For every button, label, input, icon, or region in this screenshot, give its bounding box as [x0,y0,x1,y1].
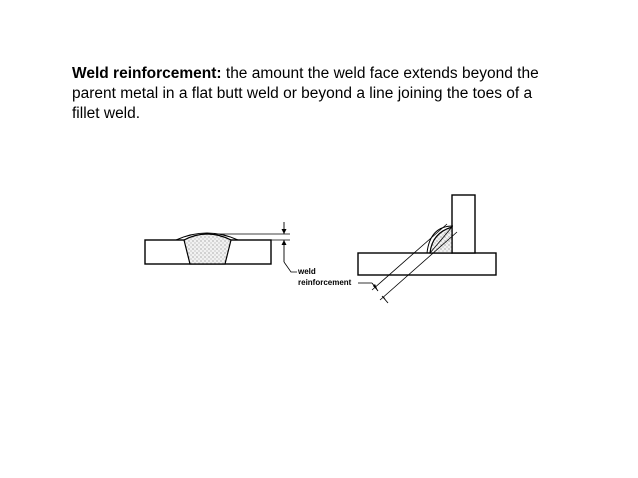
fillet-dimension-arrow-lower [382,296,388,303]
label-line-weld: weld [298,267,316,276]
butt-weld-label-leader [284,262,297,272]
butt-weld-bead [184,234,231,264]
reinforcement-arrowhead-bottom [282,240,287,245]
definition-term: Weld reinforcement: [72,65,222,82]
fillet-weld-base-plate [358,253,496,275]
fillet-weld-vertical-plate [452,195,475,253]
reinforcement-arrowhead-top [282,229,287,234]
definition-text: the amount the weld face extends beyond the parent metal in a flat butt weld or beyond a line joining the toes of a fillet weld. [72,65,539,122]
butt-weld-figure [145,222,297,272]
fillet-weld-figure [358,195,496,303]
label-line-reinforcement: reinforcement [298,278,352,287]
